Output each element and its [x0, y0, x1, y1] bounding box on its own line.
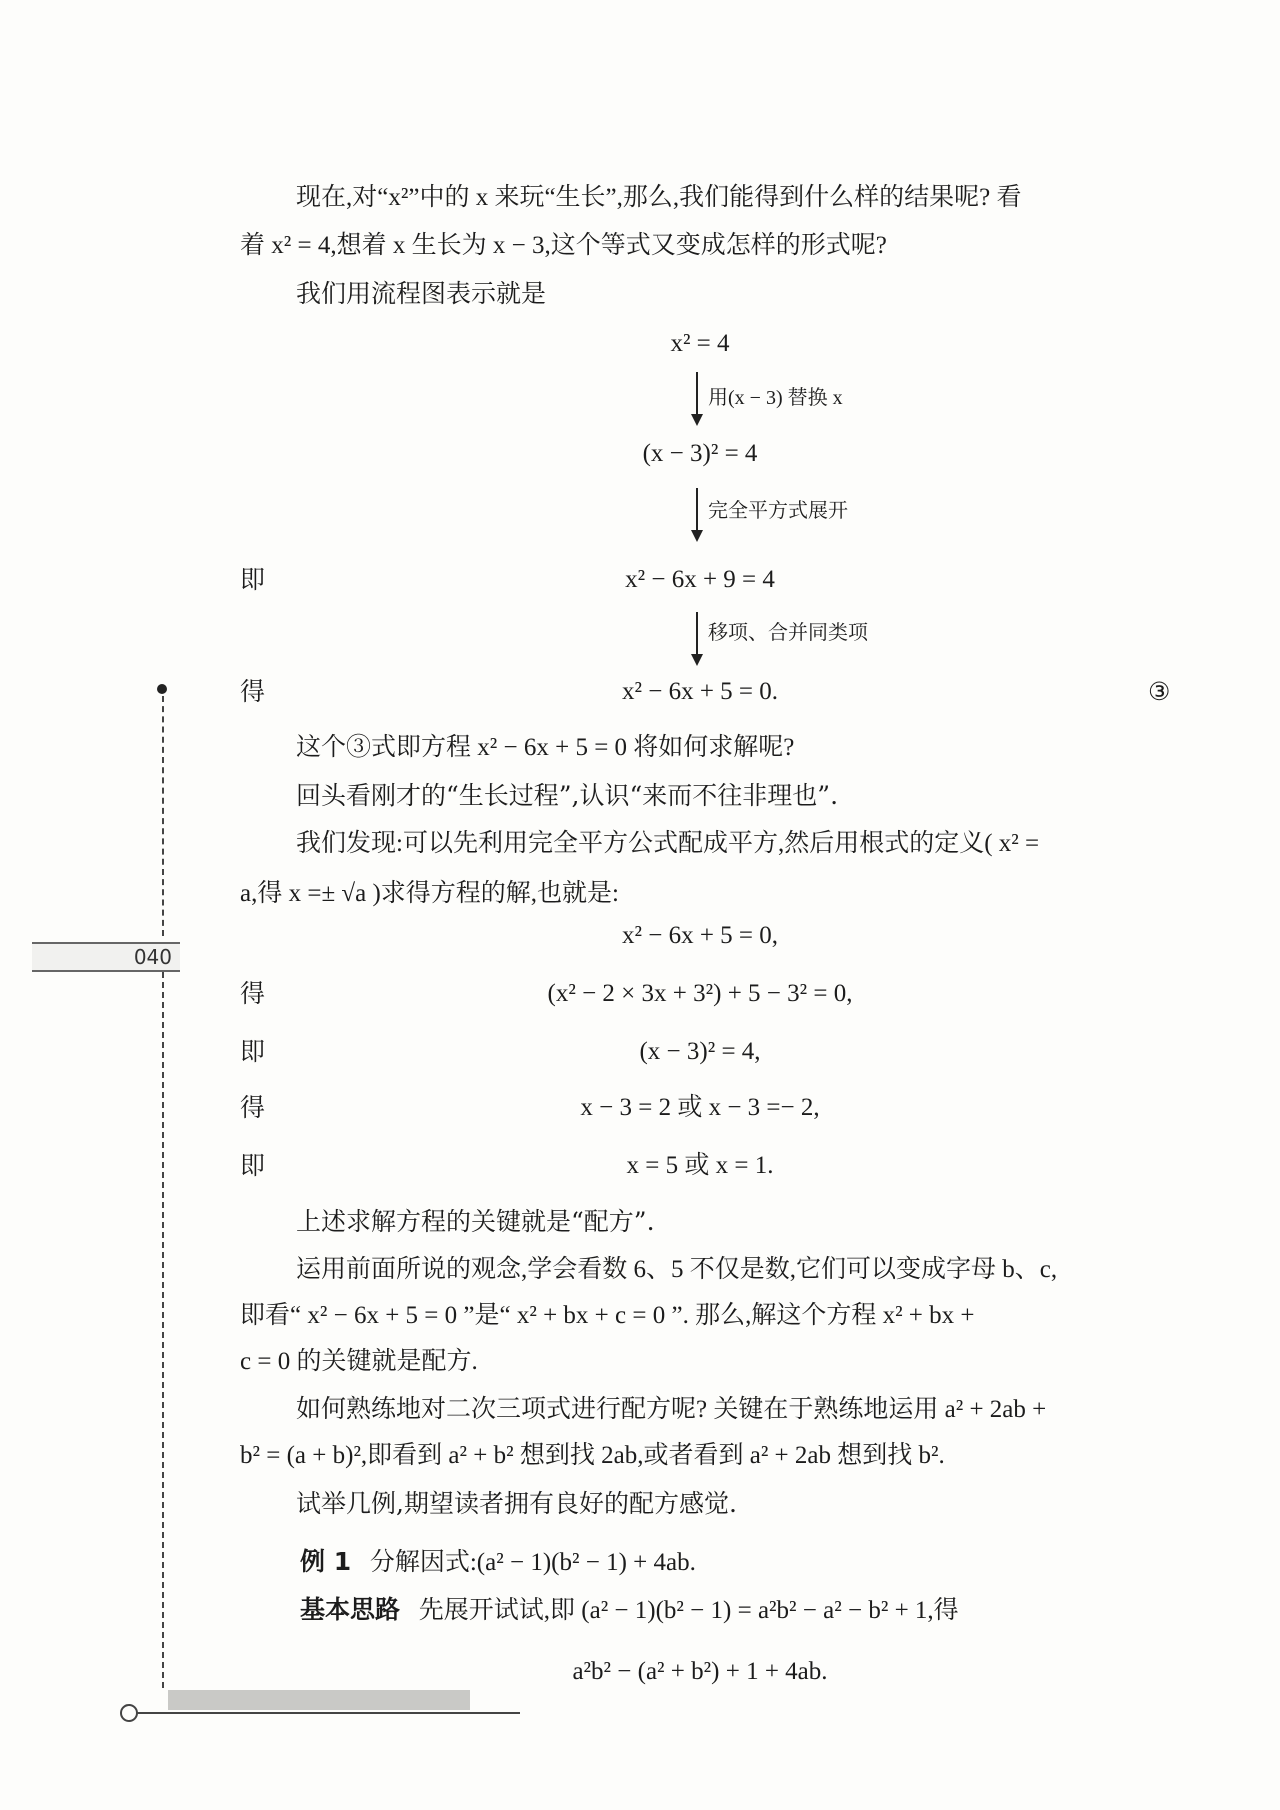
equation-number: ③ [1148, 677, 1171, 706]
flow-equation-3: x² − 6x + 9 = 4 [625, 566, 775, 593]
basic-idea-text: 先展开试试,即 (a² − 1)(b² − 1) = a²b² − a² − b² + 1,得 [418, 1597, 959, 1624]
paragraph-1-line-1: 现在,对“x²”中的 x 来玩“生长”,那么,我们能得到什么样的结果呢? 看 [296, 184, 1022, 211]
solve-equation-3: (x − 3)² = 4, [639, 1038, 761, 1065]
solve-label-4: 得 [240, 1093, 266, 1122]
flow-step-3: 移项、合并同类项 [708, 620, 868, 644]
paragraph-8-line-2: b² = (a + b)²,即看到 a² + b² 想到找 2ab,或者看到 a² + 2ab 想到找 b². [240, 1442, 945, 1469]
solve-equation-1: x² − 6x + 5 = 0, [621, 922, 779, 949]
paragraph-4: 回头看刚才的“生长过程”,认识“来而不往非理也”. [296, 781, 839, 810]
flow-arrow-2 [696, 488, 698, 532]
flow-arrow-2-head [691, 530, 703, 542]
footer-bar [168, 1690, 470, 1710]
paragraph-7-line-3: c = 0 的关键就是配方. [240, 1348, 478, 1375]
flow-label-4: 得 [240, 677, 266, 706]
paragraph-3: 这个③式即方程 x² − 6x + 5 = 0 将如何求解呢? [296, 734, 795, 761]
flow-arrow-1 [696, 372, 698, 416]
margin-dashed-line-upper [162, 696, 164, 936]
footer-line [130, 1712, 520, 1714]
solve-equation-5: x = 5 或 x = 1. [626, 1152, 774, 1179]
paragraph-1-line-2: 着 x² = 4,想着 x 生长为 x − 3,这个等式又变成怎样的形式呢? [240, 232, 887, 259]
paragraph-7-line-1: 运用前面所说的观念,学会看数 6、5 不仅是数,它们可以变成字母 b、c, [296, 1256, 1058, 1283]
page-number-bar [32, 942, 180, 972]
flow-arrow-3 [696, 612, 698, 656]
solve-label-2: 得 [240, 979, 266, 1008]
paragraph-5-line-2: a,得 x =± √a )求得方程的解,也就是: [240, 880, 620, 907]
margin-dashed-line-lower [162, 972, 164, 1688]
solve-label-5: 即 [240, 1151, 266, 1180]
example-text: 分解因式:(a² − 1)(b² − 1) + 4ab. [369, 1549, 696, 1576]
basic-idea [300, 1586, 959, 1635]
margin-dot [157, 684, 167, 694]
paragraph-7-line-2: 即看“ x² − 6x + 5 = 0 ”是“ x² + bx + c = 0 ”. 那么,解这个方程 x² + bx + [240, 1302, 975, 1329]
footer-circle [120, 1704, 138, 1722]
basic-idea-label: 基本思路 [300, 1595, 401, 1624]
flow-step-2: 完全平方式展开 [708, 498, 848, 522]
page-number: 040 [133, 945, 172, 969]
example-result: a²b² − (a² + b²) + 1 + 4ab. [572, 1658, 828, 1685]
flow-arrow-3-head [691, 654, 703, 666]
example-label: 例 1 [300, 1547, 352, 1576]
flow-step-1: 用(x − 3) 替换 x [708, 387, 843, 409]
solve-equation-2: (x² − 2 × 3x + 3²) + 5 − 3² = 0, [547, 980, 853, 1007]
flow-label-3: 即 [240, 565, 266, 594]
flow-equation-4: x² − 6x + 5 = 0. [621, 678, 779, 705]
paragraph-5-line-1: 我们发现:可以先利用完全平方公式配成平方,然后用根式的定义( x² = [296, 830, 1040, 857]
example-1 [300, 1538, 696, 1587]
solve-equation-4: x − 3 = 2 或 x − 3 =− 2, [580, 1094, 820, 1121]
flow-arrow-1-head [691, 414, 703, 426]
solve-label-3: 即 [240, 1037, 266, 1066]
paragraph-2: 我们用流程图表示就是 [296, 279, 547, 308]
paragraph-9: 试举几例,期望读者拥有良好的配方感觉. [296, 1489, 737, 1518]
paragraph-8-line-1: 如何熟练地对二次三项式进行配方呢? 关键在于熟练地运用 a² + 2ab + [296, 1396, 1047, 1423]
flow-equation-2: (x − 3)² = 4 [642, 440, 758, 467]
paragraph-6: 上述求解方程的关键就是“配方”. [296, 1207, 655, 1236]
flow-equation-1: x² = 4 [670, 330, 730, 357]
